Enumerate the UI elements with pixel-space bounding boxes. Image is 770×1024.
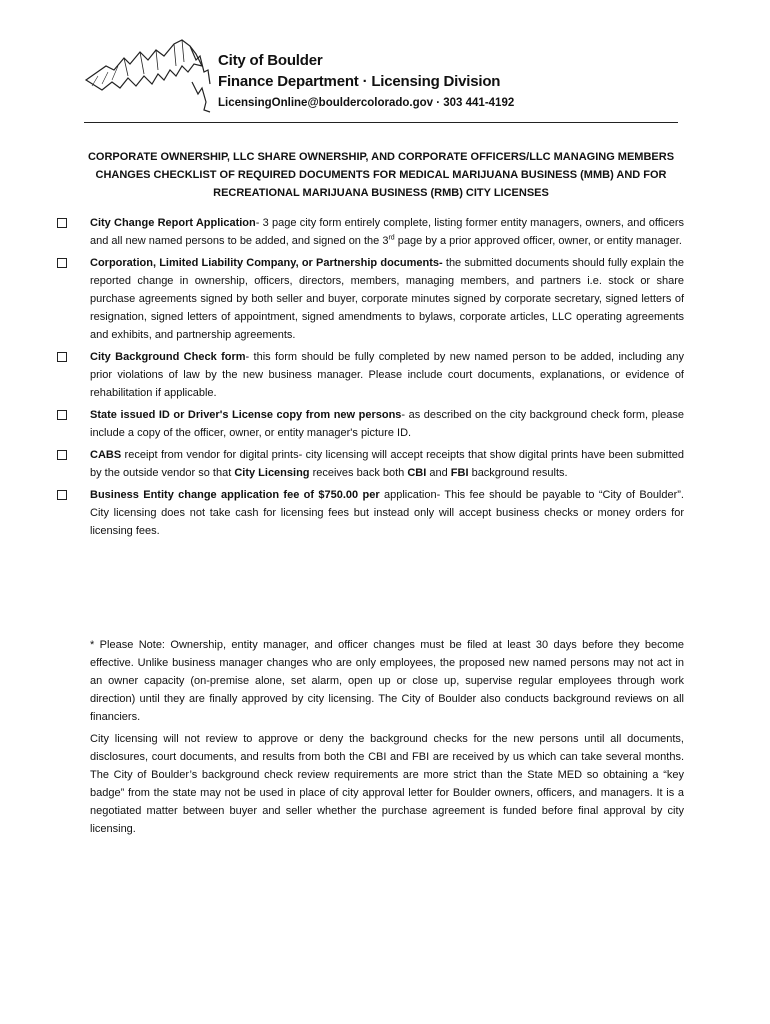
item-text: the submitted documents should fully explain the reported change in ownership, officers, directors, members, managing members, and partners i.e. stock or share purchase agreements signed by both seller and buyer, corporate minutes signed by corporate secretary, signed letters of resignation, signed letters of appointment, signed amendments to bylaws, corporate articles, LLC operating agreements and exhibits, and partnership agreements. [90,257,684,341]
item-text: background results. [468,467,568,479]
item-text: - this form should be fully completed by new named person to be added, including any prior violations of law by the new business manager. Please include court documents, explanations, or evidence of rehabilitation if applicable. [90,351,684,399]
item-emphasis: FBI [450,467,469,479]
item-text: and [426,467,451,479]
checkbox[interactable] [57,352,67,362]
ordinal-suffix: rd [388,234,395,242]
checklist-item [54,406,684,442]
org-name: City of Boulder [218,52,323,69]
checklist-item [54,348,684,402]
checklist-item [54,486,684,540]
item-heading: State issued ID or Driver's License copy from new persons [90,409,402,421]
item-text: receipt from vendor for digital prints- city licensing will accept receipts that show digital prints have been submitted by the outside vendor so that [90,449,684,479]
checkbox[interactable] [57,490,67,500]
item-heading: City Change Report Application [90,217,256,229]
letterhead [84,36,684,122]
checklist-item [54,214,684,250]
checkbox[interactable] [57,450,67,460]
item-text: receives back both [309,467,408,479]
checkbox[interactable] [57,410,67,420]
item-emphasis: City Licensing [234,467,310,479]
mountain-flatirons-logo-icon [84,36,214,116]
item-text: page by a prior approved officer, owner, or entity manager. [394,235,682,247]
contact-line[interactable]: LicensingOnline@bouldercolorado.gov · 303 441-4192 [218,97,515,109]
checkbox[interactable] [57,218,67,228]
item-text: - 3 page city form entirely complete, listing former entity managers, owners, and officers and all new named persons to be added, and signed on the 3 [90,217,684,247]
checkbox[interactable] [57,258,67,268]
item-text: application- This fee should be payable to “City of Boulder”. City licensing does not take cash for licensing fees but instead only will accept business checks or money orders for licensing fees. [90,489,684,537]
checklist-item [54,446,684,482]
item-heading: Corporation, Limited Liability Company, or Partnership documents- [90,257,443,269]
document-title: CORPORATE OWNERSHIP, LLC SHARE OWNERSHIP, AND CORPORATE OFFICERS/LLC MANAGING MEMBERS CHANGES CHECKLIST OF REQUIRED DOCUMENTS FOR MEDICAL MARIJUANA BUSINESS (MMB) AND FOR RECREATIONAL MARIJUANA BUSINESS (RMB) CITY LICENSES [87,151,675,199]
note-paragraph: City licensing will not review to approve or deny the background checks for the new persons until all documents, disclosures, court documents, and results from both the CBI and FBI are received by us which can take several months. The City of Boulder’s background check review requirements are more strict than the State MED so obtaining a “key badge” from the state may not be used in place of city approval letter for Boulder owners, officers, and managers. It is a negotiated matter between buyer and seller whether the purchase agreement is funded before final approval by city licensing. [90,733,684,835]
checklist-item [54,254,684,344]
item-heading: CABS [90,449,122,461]
checklist [54,214,684,544]
note-paragraph: * Please Note: Ownership, entity manager, and officer changes must be filed at least 30 days before they become effective. Unlike business manager changes who are only employees, the proposed new named persons may not act in an owner capacity (on-premise alone, set alarm, open up or close up, supervise regular employees through work direction) until they are finally approved by city licensing. The City of Boulder also conducts background reviews on all financiers. [90,639,684,723]
header-divider [84,122,678,123]
item-emphasis: CBI [407,467,427,479]
item-heading: City Background Check form [90,351,246,363]
item-text: - as described on the city background check form, please include a copy of the officer, owner, or entity manager's picture ID. [90,409,684,439]
department-name: Finance Department · Licensing Division [218,73,501,90]
item-heading: Business Entity change application fee of $750.00 per [90,489,380,501]
